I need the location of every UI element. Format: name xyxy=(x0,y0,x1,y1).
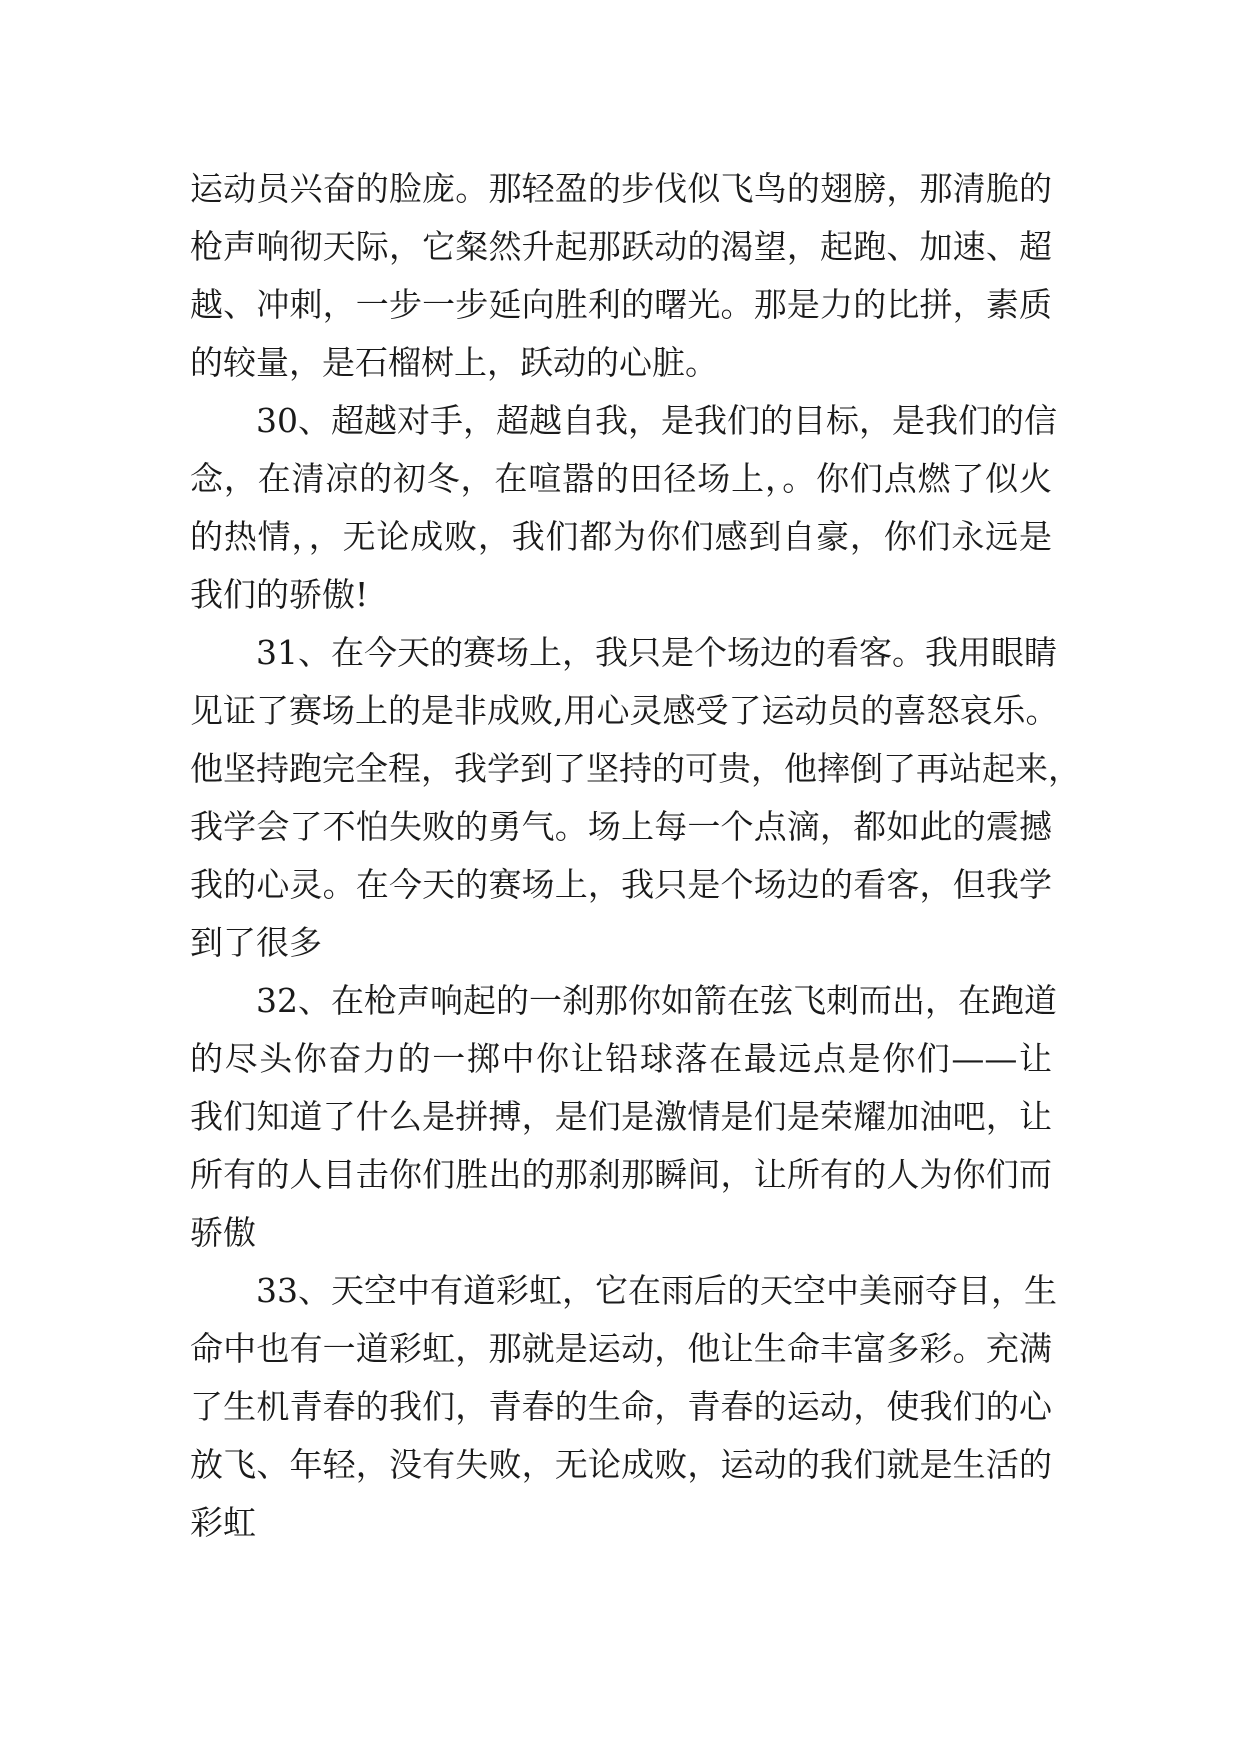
text-line: 彩虹 xyxy=(190,1503,256,1542)
text-line: 30、超越对手，超越自我，是我们的目标，是我们的信 xyxy=(256,401,1057,440)
text-line: 越、冲刺，一步一步延向胜利的曙光。那是力的比拼，素质 xyxy=(190,285,1052,324)
text-line: 我学会了不怕失败的勇气。场上每一个点滴，都如此的震撼 xyxy=(190,807,1052,846)
text-line: 我们的骄傲! xyxy=(190,575,369,614)
text-line: 到了很多 xyxy=(190,923,322,962)
text-line: 命中也有一道彩虹，那就是运动，他让生命丰富多彩。充满 xyxy=(190,1329,1052,1368)
paragraph-32 xyxy=(190,972,1057,1262)
text-line: 念，在清凉的初冬，在喧嚣的田径场上，。你们点燃了似火 xyxy=(190,459,1052,498)
text-line: 31、在今天的赛场上，我只是个场边的看客。我用眼睛 xyxy=(256,633,1057,672)
text-line: 见证了赛场上的是非成败,用心灵感受了运动员的喜怒哀乐。 xyxy=(190,691,1059,730)
text-line: 枪声响彻天际，它粲然升起那跃动的渴望，起跑、加速、超 xyxy=(190,227,1052,266)
text-line: 所有的人目击你们胜出的那刹那瞬间，让所有的人为你们而 xyxy=(190,1155,1052,1194)
text-line: 放飞、年轻，没有失败，无论成败，运动的我们就是生活的 xyxy=(190,1445,1052,1484)
text-line: 33、天空中有道彩虹，它在雨后的天空中美丽夺目，生 xyxy=(256,1271,1057,1310)
paragraph-continuation xyxy=(190,160,1052,392)
text-line: 我们知道了什么是拼搏，是们是激情是们是荣耀加油吧，让 xyxy=(190,1097,1052,1136)
paragraph-33 xyxy=(190,1262,1057,1552)
text-line: 了生机青春的我们，青春的生命，青春的运动，使我们的心 xyxy=(190,1387,1052,1426)
text-line: 他坚持跑完全程，我学到了坚持的可贵，他摔倒了再站起来， xyxy=(190,749,1081,788)
text-line: 的尽头你奋力的一掷中你让铅球落在最远点是你们——让 xyxy=(190,1039,1052,1078)
text-line: 的热情，，无论成败，我们都为你们感到自豪，你们永远是 xyxy=(190,517,1052,556)
text-line: 32、在枪声响起的一刹那你如箭在弦飞刺而出，在跑道 xyxy=(256,981,1057,1020)
text-line: 骄傲 xyxy=(190,1213,256,1252)
text-line: 运动员兴奋的脸庞。那轻盈的步伐似飞鸟的翅膀，那清脆的 xyxy=(190,169,1052,208)
text-line: 的较量，是石榴树上，跃动的心脏。 xyxy=(190,343,718,382)
text-line: 我的心灵。在今天的赛场上，我只是个场边的看客，但我学 xyxy=(190,865,1052,904)
paragraph-31 xyxy=(190,624,1081,972)
paragraph-30 xyxy=(190,392,1057,624)
document-body xyxy=(190,160,1081,1552)
